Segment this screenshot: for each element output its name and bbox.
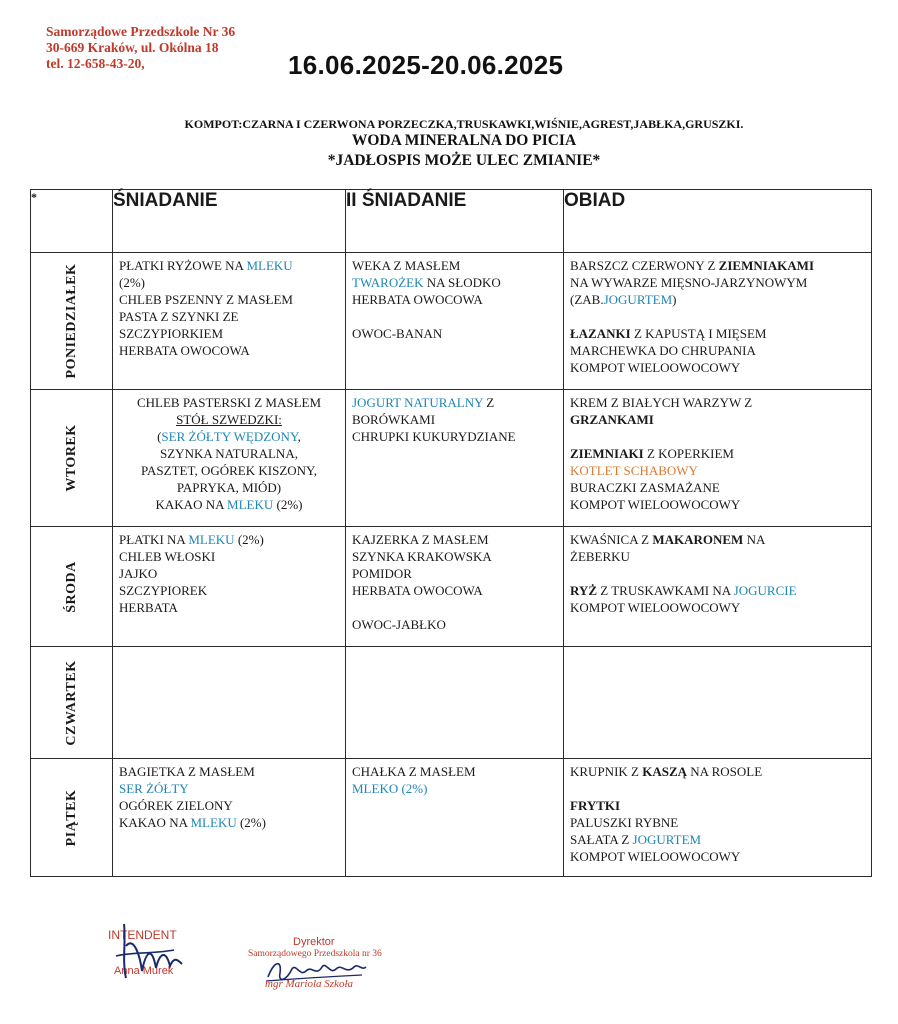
kompot-info: KOMPOT:CZARNA I CZERWONA PORZECZKA,TRUSKAWKI,WIŚNIE,AGREST,JABŁKA,GRUSZKI. [184,117,744,131]
intendent-title: INTENDENT [108,928,177,942]
day-cell-tuesday [31,390,113,527]
day-label: CZWARTEK [63,659,79,746]
stamp-line-2: 30-669 Kraków, ul. Okólna 18 [46,40,219,55]
ii-sniadanie-tuesday: JOGURT NATURALNY Z BORÓWKAMI CHRUPKI KUKURYDZIANE [346,390,564,527]
day-cell-friday [31,759,113,877]
ii-sniadanie-wednesday: KAJZERKA Z MASŁEM SZYNKA KRAKOWSKA POMIDOR HERBATA OWOCOWA OWOC-JABŁKO [346,527,564,647]
sniadanie-monday: PŁATKI RYŻOWE NA MLEKU (2%) CHLEB PSZENNY Z MASŁEM PASTA Z SZYNKI ZE SZCZYPIORKIEM HERBATA OWOCOWA [113,253,346,390]
school-stamp [46,24,235,72]
change-note: *JADŁOSPIS MOŻE ULEC ZMIANIE* [327,152,601,169]
director-title: Dyrektor [293,936,335,948]
header-ii-sniadanie: II ŚNIADANIE [346,190,564,253]
sniadanie-thursday [113,647,346,759]
day-label: WTOREK [63,424,79,492]
table-row [31,527,872,647]
day-label: PIĄTEK [63,789,79,846]
director-name: mgr Mariola Szkoła [265,978,353,990]
intendent-name: Anna Murek [114,965,174,977]
obiad-friday: KRUPNIK Z KASZĄ NA ROSOLE FRYTKI PALUSZKI RYBNE SAŁATA Z JOGURTEM KOMPOT WIELOOWOCOWY [564,759,872,877]
table-row [31,390,872,527]
weekly-menu-table [30,189,872,877]
table-row [31,253,872,390]
stamp-line-3: tel. 12-658-43-20, [46,56,145,71]
header-sniadanie: ŚNIADANIE [113,190,346,253]
day-label: ŚRODA [63,560,79,613]
water-info: WODA MINERALNA DO PICIA [351,132,577,149]
corner-asterisk: * [31,190,113,253]
menu-date-range: 16.06.2025-20.06.2025 [288,50,564,80]
day-cell-thursday [31,647,113,759]
table-row [31,759,872,877]
day-label: PONIEDZIAŁEK [63,263,79,379]
obiad-tuesday: KREM Z BIAŁYCH WARZYW Z GRZANKAMI ZIEMNIAKI Z KOPERKIEM KOTLET SCHABOWY BURACZKI ZASMAŻANE KOMPOT WIELOOWOCOWY [564,390,872,527]
director-school: Samorządowego Przedszkola nr 36 [248,949,382,959]
table-row [31,647,872,759]
sniadanie-tuesday: CHLEB PASTERSKI Z MASŁEM STÓŁ SZWEDZKI: (SER ŻÓŁTY WĘDZONY, SZYNKA NATURALNA, PASZTET, OGÓREK KISZONY, PAPRYKA, MIÓD) KAKAO NA MLEKU (2%) [113,390,346,527]
ii-sniadanie-friday: CHAŁKA Z MASŁEM MLEKO (2%) [346,759,564,877]
day-cell-wednesday [31,527,113,647]
director-signature-icon [262,955,372,987]
obiad-wednesday: KWAŚNICA Z MAKARONEM NA ŻEBERKU RYŻ Z TRUSKAWKAMI NA JOGURCIE KOMPOT WIELOOWOCOWY [564,527,872,647]
stamp-line-1: Samorządowe Przedszkole Nr 36 [46,24,236,39]
header-row [31,190,872,253]
obiad-monday: BARSZCZ CZERWONY Z ZIEMNIAKAMI NA WYWARZE MIĘSNO-JARZYNOWYM (ZAB.JOGURTEM) ŁAZANKI Z KAPUSTĄ I MIĘSEM MARCHEWKA DO CHRUPANIA KOMPOT WIELOOWOCOWY [564,253,872,390]
day-cell-monday [31,253,113,390]
header-obiad: OBIAD [564,190,872,253]
ii-sniadanie-thursday [346,647,564,759]
obiad-thursday [564,647,872,759]
sniadanie-friday: BAGIETKA Z MASŁEM SER ŻÓŁTY OGÓREK ZIELONY KAKAO NA MLEKU (2%) [113,759,346,877]
intendent-signature-icon [112,916,192,986]
sniadanie-wednesday: PŁATKI NA MLEKU (2%) CHLEB WŁOSKI JAJKO SZCZYPIOREK HERBATA [113,527,346,647]
ii-sniadanie-monday: WEKA Z MASŁEM TWAROŻEK NA SŁODKO HERBATA OWOCOWA OWOC-BANAN [346,253,564,390]
